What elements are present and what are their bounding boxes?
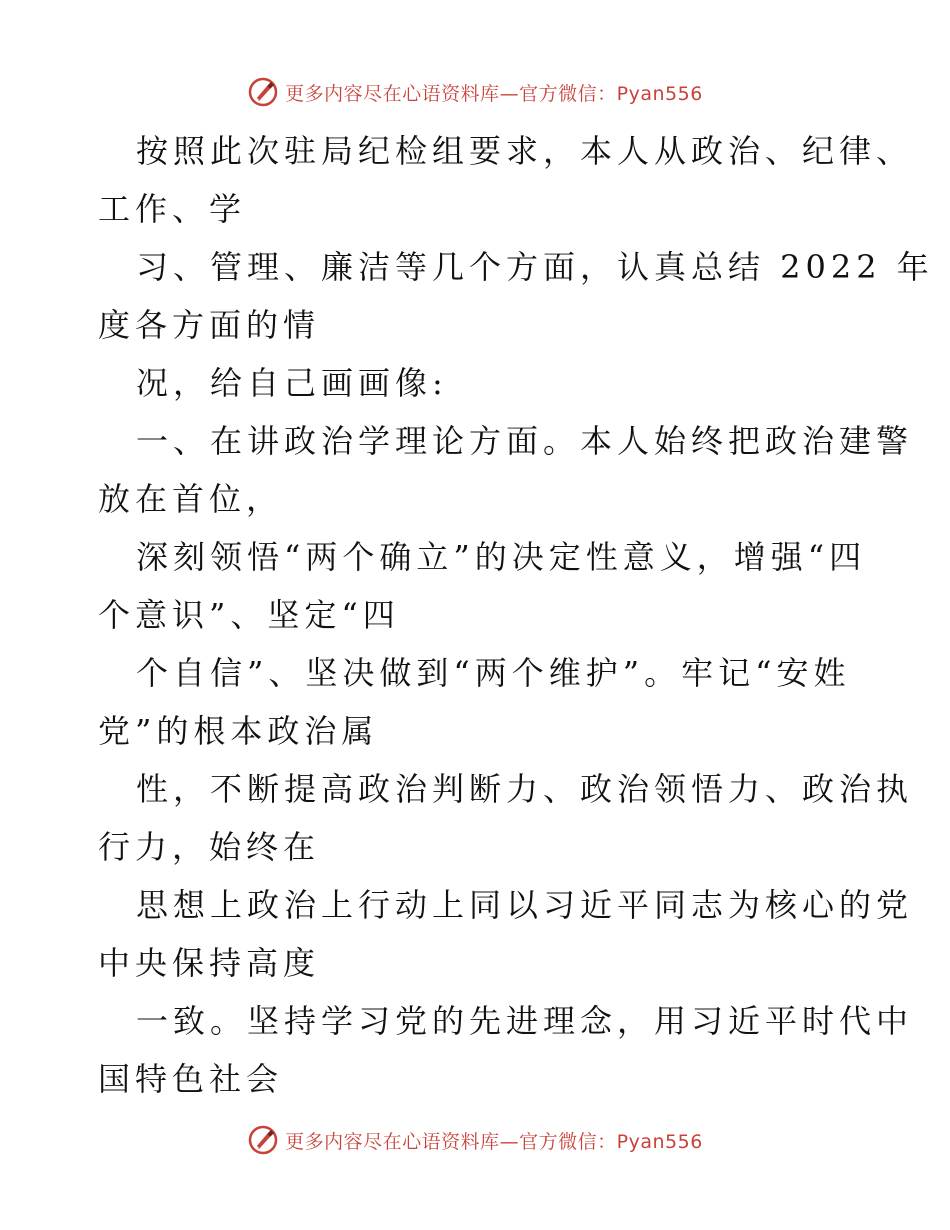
watermark-text: 更多内容尽在心语资料库—官方微信：Pyan556 [285, 1130, 703, 1153]
body-line: 思想上政治上行动上同以习近平同志为核心的党 [136, 886, 914, 924]
header-watermark [0, 72, 950, 112]
body-line: 个自信”、坚决做到“两个维护”。牢记“安姓 [136, 654, 851, 692]
body-line: 深刻领悟“两个确立”的决定性意义，增强“四 [136, 538, 867, 576]
body-line: 按照此次驻局纪检组要求，本人从政治、纪律、 [136, 132, 914, 170]
footer-watermark [0, 1120, 950, 1160]
body-line: 习、管理、廉洁等几个方面，认真总结 2022 年 [136, 248, 934, 286]
body-line: 况，给自己画画像: [136, 364, 448, 402]
body-line: 中央保持高度 [98, 944, 321, 982]
watermark-text: 更多内容尽在心语资料库—官方微信：Pyan556 [285, 82, 703, 105]
body-line: 一、在讲政治学理论方面。本人始终把政治建警 [136, 422, 914, 460]
document-body [98, 122, 934, 1108]
pen-logo-icon [247, 1124, 279, 1156]
body-line: 放在首位， [98, 480, 284, 518]
body-line: 一致。坚持学习党的先进理念，用习近平时代中 [136, 1002, 914, 1040]
body-line: 国特色社会 [98, 1060, 284, 1098]
body-line: 党”的根本政治属 [98, 712, 379, 750]
body-line: 个意识”、坚定“四 [98, 596, 400, 634]
pen-logo-icon [247, 76, 279, 108]
body-line: 度各方面的情 [98, 306, 321, 344]
body-line: 性，不断提高政治判断力、政治领悟力、政治执 [136, 770, 914, 808]
body-line: 行力，始终在 [98, 828, 321, 866]
body-line: 工作、学 [98, 190, 247, 228]
